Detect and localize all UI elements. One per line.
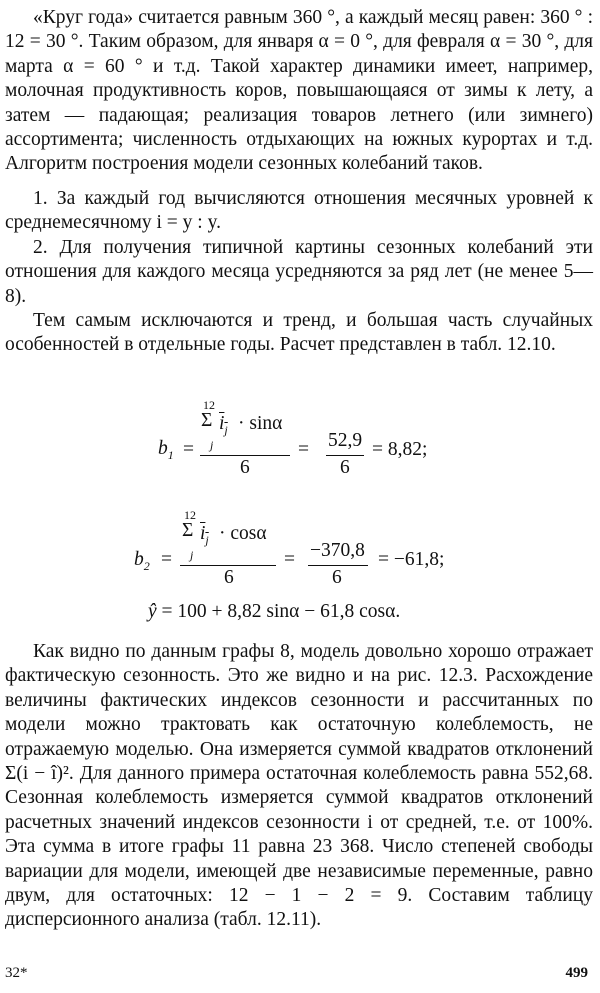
paragraph-step-2 xyxy=(5,236,593,309)
page-number: 499 xyxy=(565,965,588,981)
paragraph-text: Тем самым исключаются и тренд, и большая часть случайных особенностей в отдельные годы. Расчет представлен в табл. 12.10. xyxy=(5,310,593,356)
formula-numeric-numerator: −370,8 xyxy=(310,540,365,561)
formula-trig-term: · sinα xyxy=(238,413,283,434)
formula-lhs: b xyxy=(134,549,144,570)
paragraph-text: Как видно по данным графы 8, модель довольно хорошо отражает фактическую сезонность. Это же видно и на рис. 12.3. Расхождение величины фактических индексов сезонности и рассчитанных по модели можно трактовать как остаточную колеблемость, не отражаемую моделью. Она измеряется суммой квадратов отклонений Σ(i − î)². Для данного примера остаточная колеблемость равна 552,68. Сезонная колеблемость измеряется суммой квадратов отклонений расчетных значений индексов сезонности i от средней, т.е. от 100%. Эта сумма в итоге графы 11 равна 23 368. Число степеней свободы вариации для модели, имеющей две независимые переменные, равно двум, для остаточных: 12 − 1 − 2 = 9. Составим таблицу дисперсионного анализа (табл. 12.11). xyxy=(5,641,593,931)
formula-numeric-denominator: 6 xyxy=(340,457,350,478)
formula-numeric-numerator: 52,9 xyxy=(328,430,363,451)
formula-model xyxy=(148,601,468,623)
sum-upper-limit: 12 xyxy=(184,508,196,522)
sum-lower-index: j xyxy=(190,548,194,562)
formula-b1: $b_1$ = 12 Σ $i_j$ · sinα j 6 = 52,9 6 = 8,82; xyxy=(158,398,428,478)
fraction-bar xyxy=(180,565,276,566)
paragraph-text: «Круг года» считается равным 360 °, а каждый месяц равен: 360 ° : 12 = 30 °. Таким образом, для января α = 0 °, для февраля α = 30 °, для марта α = 60 ° и т.д. Такой характер динамики имеет, например, молочная продуктивность коров, повышающаяся от зимы к лету, а затем — падающая; реализация товаров летнего (или зимнего) ассортимента; численность отдыхающих на южных курортах и т.д. Алгоритм построения модели сезонных колебаний таков. xyxy=(5,7,593,175)
paragraph-seasonal-circle xyxy=(5,6,593,177)
sum-lower-index: j xyxy=(210,438,214,452)
fraction-bar xyxy=(326,455,364,456)
formula-lhs-subscript: 2 xyxy=(143,558,150,573)
fraction-bar xyxy=(200,455,290,456)
formula-numeric-denominator: 6 xyxy=(332,567,342,588)
formula-yhat: ŷ xyxy=(148,601,157,622)
formula-denominator: 6 xyxy=(240,457,250,478)
sum-upper-limit: 12 xyxy=(203,398,215,412)
paragraph-step-1 xyxy=(5,187,593,236)
formula-trig-term: · cosα xyxy=(219,523,267,544)
paragraph-text: 2. Для получения типичной картины сезонных колебаний эти отношения для каждого месяца усредняются за ряд лет (не менее 5—8). xyxy=(5,237,593,307)
fraction-bar xyxy=(308,565,368,566)
paragraph-text: 1. За каждый год вычисляются отношения месячных уровней к среднемесячному i = y : y. xyxy=(5,188,593,234)
paragraph-trend-excluded xyxy=(5,309,593,358)
paragraph-residual-variation xyxy=(5,640,593,933)
formula-lhs: b xyxy=(158,438,168,459)
formula-result: = −61,8; xyxy=(378,549,445,570)
formula-b2: $b_2$ = 12 Σ $i_j$ · cosα j 6 = −370,8 6 = −61,8; xyxy=(134,508,445,588)
formula-model-text: = 100 + 8,82 sinα − 61,8 cosα. xyxy=(161,601,401,622)
formula-denominator: 6 xyxy=(224,567,234,588)
signature-mark: 32* xyxy=(5,965,28,981)
formula-lhs-subscript: 1 xyxy=(167,447,174,462)
formula-result: = 8,82; xyxy=(372,439,428,460)
